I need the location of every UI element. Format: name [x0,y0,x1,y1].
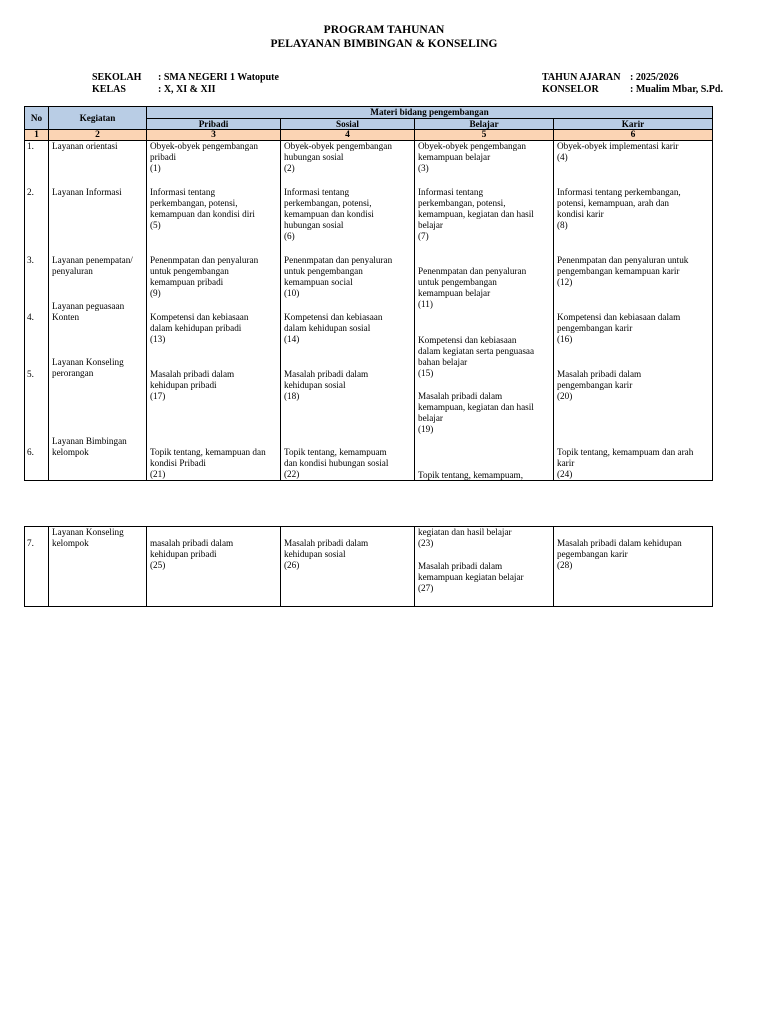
kelas-label: KELAS [92,84,126,95]
header-sosial: Sosial [281,119,415,130]
kegiatan-column [49,141,147,481]
belajar-column [415,141,554,481]
row-number: 6. [27,447,34,457]
column-number: 3 [147,130,281,141]
karir-item: Masalah pribadi dalam pengembangan karir (20) [557,369,642,401]
kelas-value: : X, XI & XII [158,84,216,95]
sekolah-value: : SMA NEGERI 1 Watopute [158,72,279,83]
kegiatan-item: Layanan Konseling perorangan [52,357,124,378]
column-number: 1 [25,130,49,141]
meta-konselor [542,84,723,96]
kegiatan-column [49,527,147,607]
kegiatan-item: Layanan Konseling kelompok [52,527,124,548]
belajar-column [415,527,554,607]
pribadi-item: Obyek-obyek pengembangan pribadi (1) [150,141,258,173]
column-number: 5 [415,130,554,141]
karir-item: Penenmpatan dan penyaluran untuk pengembangan kemampuan karir (12) [557,255,689,287]
belajar-item: Informasi tentang perkembangan, potensi, kemampuan, kegiatan dan hasil belajar (7) [418,187,534,241]
belajar-item: kegiatan dan hasil belajar (23) [418,527,512,548]
no-column [25,527,49,607]
header-karir: Karir [554,119,713,130]
page-title: PROGRAM TAHUNAN [323,24,445,36]
row-number: 1. [27,141,34,151]
kegiatan-item: Layanan peguasaan Konten [52,301,125,322]
row-number: 5. [27,369,34,379]
karir-item: Topik tentang, kemampuam dan arah karir (24) [557,447,694,479]
column-number: 4 [281,130,415,141]
table-row [25,527,713,607]
program-table-continued [24,526,713,607]
sosial-item: Informasi tentang perkembangan, potensi, kemampuan dan kondisi hubungan sosial (6) [284,187,374,241]
row-number: 2. [27,187,34,197]
row-number: 7. [27,538,34,548]
meta-tahun-ajaran [542,72,679,84]
program-table [24,106,713,481]
karir-item: Masalah pribadi dalam kehidupan pegembangan karir (28) [557,538,682,570]
pribadi-item: Informasi tentang perkembangan, potensi, kemampuan dan kondisi diri (5) [150,187,255,230]
belajar-item: Obyek-obyek pengembangan kemampuan belajar (3) [418,141,526,173]
header-pribadi: Pribadi [147,119,281,130]
karir-item: Obyek-obyek implementasi karir (4) [557,141,679,162]
sosial-item: Penenmpatan dan penyaluran untuk pengembangan kemampuan social (10) [284,255,393,298]
header-belajar: Belajar [415,119,554,130]
belajar-item: Penenmpatan dan penyaluran untuk pengembangan kemampuan belajar (11) [418,266,527,309]
tahun-value: : 2025/2026 [630,72,679,83]
pribadi-column [147,141,281,481]
sosial-item: Masalah pribadi dalam kehidupan sosial (18) [284,369,369,401]
row-number: 3. [27,255,34,265]
kegiatan-item: Layanan Bimbingan kelompok [52,436,127,457]
belajar-item: Kompetensi dan kebiasaan dalam kegiatan serta penguasaa bahan belajar (15) [418,335,535,378]
sosial-column [281,527,415,607]
sosial-item: Topik tentang, kemampuam dan kondisi hubungan sosial (22) [284,447,389,479]
konselor-label: KONSELOR [542,84,599,95]
page-subtitle: PELAYANAN BIMBINGAN & KONSELING [270,38,498,50]
sosial-column [281,141,415,481]
sosial-item: Kompetensi dan kebiasaan dalam kehidupan sosial (14) [284,312,383,344]
karir-column [554,527,713,607]
header-kegiatan: Kegiatan [49,107,147,130]
meta-kelas [92,84,216,96]
header-no: No [25,107,49,130]
pribadi-item: Penenmpatan dan penyaluran untuk pengembangan kemampuan pribadi (9) [150,255,259,298]
karir-column [554,141,713,481]
column-number: 2 [49,130,147,141]
belajar-item: Masalah pribadi dalam kemampuan, kegiatan dan hasil belajar (19) [418,391,534,434]
table-body-row [25,141,713,481]
sosial-item: Obyek-obyek pengembangan hubungan sosial (2) [284,141,392,173]
konselor-value: : Mualim Mbar, S.Pd. [630,84,723,95]
header-materi: Materi bidang pengembangan [147,107,713,119]
sosial-item: Masalah pribadi dalam kehidupan sosial (26) [284,538,369,570]
row-number: 4. [27,312,34,322]
column-number: 6 [554,130,713,141]
karir-item: Informasi tentang perkembangan, potensi, kemampuan, arah dan kondisi karir (8) [557,187,681,230]
no-column [25,141,49,481]
karir-item: Kompetensi dan kebiasaan dalam pengembangan karir (16) [557,312,681,344]
kegiatan-item: Layanan Informasi [52,187,122,197]
kegiatan-item: Layanan penempatan/ penyaluran [52,255,133,276]
pribadi-item: masalah pribadi dalam kehidupan pribadi (25) [150,538,234,570]
sekolah-label: SEKOLAH [92,72,142,83]
pribadi-column [147,527,281,607]
meta-sekolah [92,72,279,84]
pribadi-item: Kompetensi dan kebiasaan dalam kehidupan pribadi (13) [150,312,249,344]
tahun-label: TAHUN AJARAN [542,72,621,83]
belajar-item: Masalah pribadi dalam kemampuan kegiatan belajar (27) [418,561,524,593]
kegiatan-item: Layanan orientasi [52,141,118,151]
pribadi-item: Masalah pribadi dalam kehidupan pribadi (17) [150,369,235,401]
belajar-item: Topik tentang, kemampuam, [418,470,523,480]
pribadi-item: Topik tentang, kemampuan dan kondisi Pribadi (21) [150,447,266,479]
